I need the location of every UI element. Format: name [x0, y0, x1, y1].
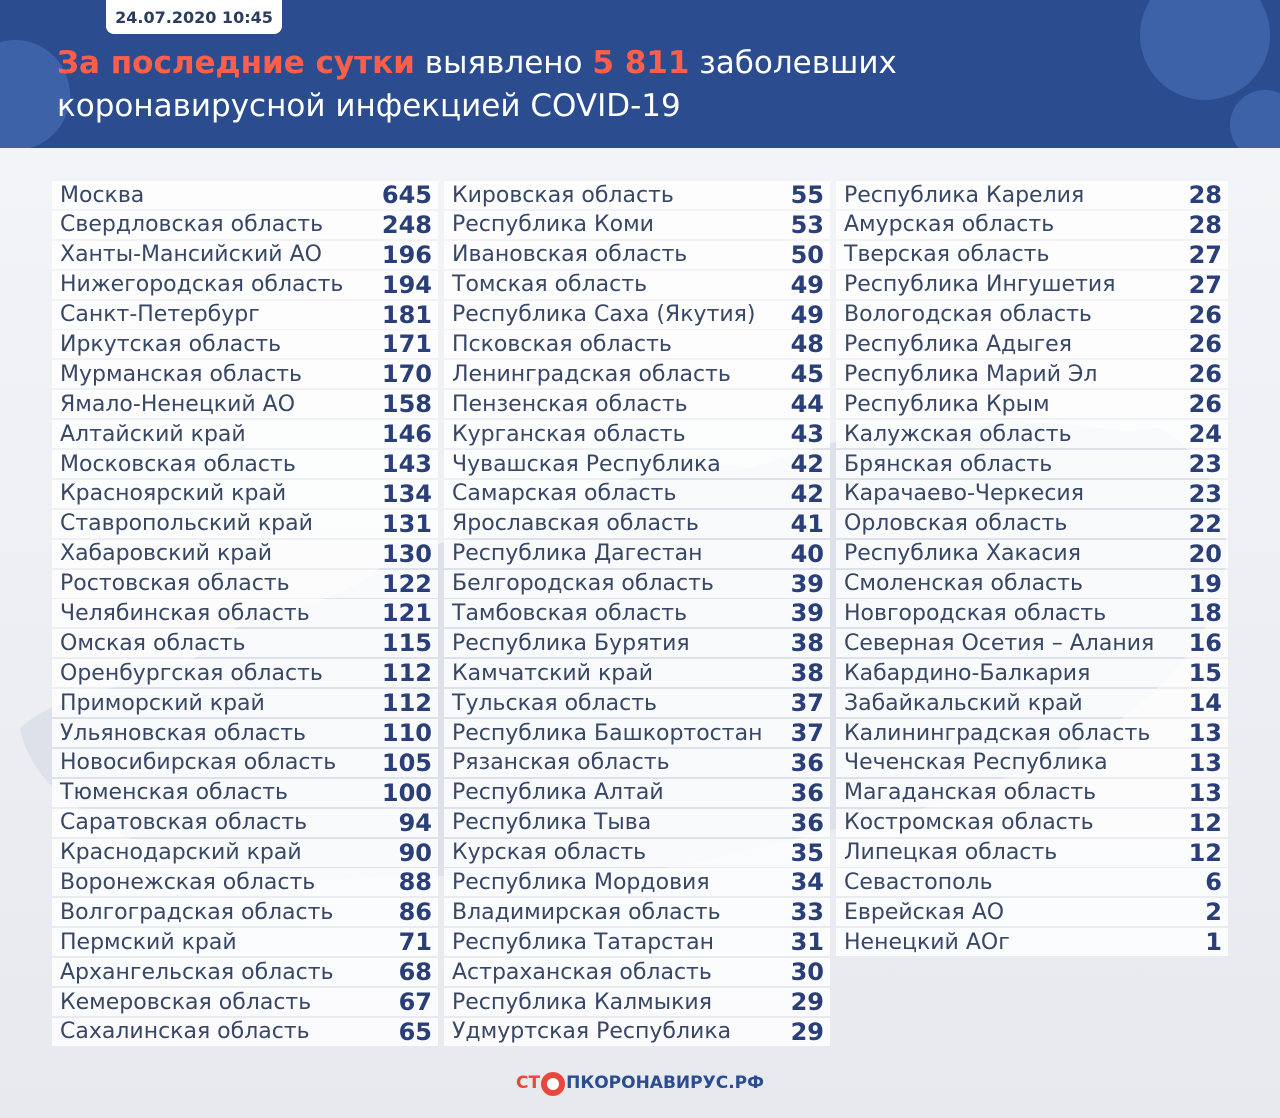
region-value: 27 — [1188, 270, 1222, 299]
region-value: 37 — [790, 719, 824, 748]
region-row — [52, 629, 438, 657]
region-value: 48 — [790, 330, 824, 359]
region-name: Новосибирская область — [60, 750, 337, 776]
region-value: 86 — [398, 898, 432, 927]
region-row — [836, 928, 1228, 956]
region-value: 143 — [381, 450, 432, 479]
region-name: Республика Тыва — [452, 810, 652, 836]
region-row — [444, 659, 830, 687]
region-name: Свердловская область — [60, 212, 324, 238]
region-name: Иркутская область — [60, 331, 282, 357]
region-row — [52, 510, 438, 538]
region-row — [836, 868, 1228, 896]
region-value: 88 — [398, 868, 432, 897]
region-name: Республика Хакасия — [844, 541, 1081, 567]
region-value: 24 — [1188, 420, 1222, 449]
region-value: 15 — [1188, 659, 1222, 688]
region-row — [52, 301, 438, 329]
region-name: Смоленская область — [844, 571, 1083, 597]
region-column-3 — [836, 181, 1228, 958]
region-value: 36 — [790, 778, 824, 807]
region-name: Амурская область — [844, 212, 1055, 238]
region-row — [444, 301, 830, 329]
region-name: Севастополь — [844, 869, 993, 895]
region-row — [836, 420, 1228, 448]
region-row — [52, 659, 438, 687]
region-name: Ивановская область — [452, 242, 688, 268]
region-name: Республика Калмыкия — [452, 989, 712, 1015]
region-row — [444, 809, 830, 837]
region-row — [52, 928, 438, 956]
region-value: 110 — [381, 719, 432, 748]
region-column-1 — [52, 181, 438, 1048]
region-name: Воронежская область — [60, 869, 316, 895]
region-value: 39 — [790, 569, 824, 598]
region-row — [836, 599, 1228, 627]
region-value: 67 — [398, 988, 432, 1017]
region-row — [836, 390, 1228, 418]
region-value: 45 — [790, 360, 824, 389]
region-name: Красноярский край — [60, 481, 287, 507]
region-name: Тверская область — [844, 242, 1050, 268]
region-name: Орловская область — [844, 511, 1068, 537]
region-row — [52, 570, 438, 598]
region-value: 26 — [1188, 330, 1222, 359]
region-row — [444, 211, 830, 239]
region-row — [444, 719, 830, 747]
virus-decoration-icon — [1140, 0, 1270, 100]
region-name: Ростовская область — [60, 571, 290, 597]
region-name: Ленинградская область — [452, 361, 731, 387]
region-name: Кировская область — [452, 182, 674, 208]
region-value: 28 — [1188, 210, 1222, 239]
region-name: Республика Башкортостан — [452, 720, 763, 746]
region-name: Республика Алтай — [452, 780, 664, 806]
region-name: Белгородская область — [452, 571, 714, 597]
region-value: 39 — [790, 599, 824, 628]
region-value: 43 — [790, 420, 824, 449]
region-row — [444, 629, 830, 657]
region-value: 14 — [1188, 689, 1222, 718]
region-name: Удмуртская Республика — [452, 1019, 732, 1045]
region-row — [444, 868, 830, 896]
region-value: 105 — [381, 748, 432, 777]
region-value: 122 — [381, 569, 432, 598]
region-row — [444, 958, 830, 986]
region-name: Саратовская область — [60, 810, 308, 836]
region-value: 29 — [790, 1017, 824, 1046]
region-name: Пензенская область — [452, 391, 688, 417]
region-row — [836, 360, 1228, 388]
region-value: 115 — [381, 629, 432, 658]
region-name: Курская область — [452, 840, 647, 866]
region-row — [836, 480, 1228, 508]
region-value: 36 — [790, 808, 824, 837]
region-value: 196 — [381, 240, 432, 269]
region-row — [836, 181, 1228, 209]
region-name: Новгородская область — [844, 600, 1107, 626]
region-column-2 — [444, 181, 830, 1048]
region-value: 20 — [1188, 539, 1222, 568]
region-row — [836, 211, 1228, 239]
region-value: 645 — [381, 181, 432, 209]
region-value: 55 — [790, 181, 824, 209]
region-value: 18 — [1188, 599, 1222, 628]
region-row — [836, 898, 1228, 926]
region-name: Ульяновская область — [60, 720, 307, 746]
region-row — [444, 181, 830, 209]
region-row — [444, 540, 830, 568]
region-row — [52, 809, 438, 837]
region-row — [444, 390, 830, 418]
region-row — [52, 689, 438, 717]
region-name: Кемеровская область — [60, 989, 312, 1015]
region-row — [444, 480, 830, 508]
region-value: 100 — [381, 778, 432, 807]
region-row — [52, 540, 438, 568]
region-value: 37 — [790, 689, 824, 718]
region-name: Калининградская область — [844, 720, 1151, 746]
region-row — [444, 570, 830, 598]
region-name: Мурманская область — [60, 361, 302, 387]
region-name: Владимирская область — [452, 899, 721, 925]
region-value: 13 — [1188, 778, 1222, 807]
region-name: Архангельская область — [60, 959, 334, 985]
region-name: Пермский край — [60, 929, 237, 955]
region-value: 29 — [790, 988, 824, 1017]
region-value: 31 — [790, 928, 824, 957]
region-value: 131 — [381, 509, 432, 538]
region-row — [836, 301, 1228, 329]
region-row — [52, 1018, 438, 1046]
region-row — [52, 749, 438, 777]
region-name: Курганская область — [452, 421, 686, 447]
region-name: Краснодарский край — [60, 840, 302, 866]
region-name: Вологодская область — [844, 302, 1092, 328]
region-row — [52, 480, 438, 508]
region-row — [52, 839, 438, 867]
region-name: Рязанская область — [452, 750, 670, 776]
region-value: 6 — [1205, 868, 1222, 897]
region-row — [836, 689, 1228, 717]
region-value: 1 — [1205, 928, 1222, 957]
region-value: 94 — [398, 808, 432, 837]
region-name: Республика Мордовия — [452, 869, 710, 895]
virus-stop-icon — [541, 1072, 565, 1096]
region-name: Ярославская область — [452, 511, 699, 537]
region-name: Камчатский край — [452, 660, 653, 686]
region-row — [836, 779, 1228, 807]
region-name: Республика Татарстан — [452, 929, 714, 955]
region-name: Санкт-Петербург — [60, 302, 260, 328]
region-value: 40 — [790, 539, 824, 568]
region-value: 12 — [1188, 808, 1222, 837]
region-row — [52, 898, 438, 926]
region-row — [52, 719, 438, 747]
region-name: Магаданская область — [844, 780, 1097, 806]
region-name: Республика Коми — [452, 212, 654, 238]
region-value: 112 — [381, 659, 432, 688]
region-row — [52, 271, 438, 299]
region-row — [836, 809, 1228, 837]
region-name: Ханты-Мансийский АО — [60, 242, 322, 268]
region-name: Псковская область — [452, 331, 672, 357]
region-name: Республика Ингушетия — [844, 272, 1116, 298]
region-name: Карачаево-Черкесия — [844, 481, 1084, 507]
region-name: Республика Карелия — [844, 182, 1085, 208]
region-name: Костромская область — [844, 810, 1094, 836]
region-row — [52, 599, 438, 627]
region-value: 49 — [790, 300, 824, 329]
region-name: Сахалинская область — [60, 1019, 310, 1045]
region-row — [444, 330, 830, 358]
region-row — [52, 779, 438, 807]
virus-decoration-icon — [1230, 90, 1280, 148]
region-row — [444, 450, 830, 478]
region-value: 34 — [790, 868, 824, 897]
region-name: Республика Крым — [844, 391, 1050, 417]
region-name: Ямало-Ненецкий АО — [60, 391, 296, 417]
region-row — [444, 779, 830, 807]
region-name: Республика Саха (Якутия) — [452, 302, 756, 328]
region-row — [52, 988, 438, 1016]
region-name: Чеченская Республика — [844, 750, 1108, 776]
region-row — [444, 689, 830, 717]
region-name: Нижегородская область — [60, 272, 344, 298]
region-value: 38 — [790, 659, 824, 688]
region-row — [444, 360, 830, 388]
region-value: 49 — [790, 270, 824, 299]
region-name: Брянская область — [844, 451, 1053, 477]
region-value: 71 — [398, 928, 432, 957]
region-row — [836, 241, 1228, 269]
region-value: 112 — [381, 689, 432, 718]
region-name: Еврейская АО — [844, 899, 1005, 925]
region-row — [836, 330, 1228, 358]
region-row — [444, 599, 830, 627]
region-value: 26 — [1188, 360, 1222, 389]
region-value: 158 — [381, 390, 432, 419]
region-name: Тульская область — [452, 690, 658, 716]
region-row — [52, 181, 438, 209]
region-name: Республика Бурятия — [452, 630, 690, 656]
region-row — [836, 749, 1228, 777]
region-value: 23 — [1188, 450, 1222, 479]
region-name: Московская область — [60, 451, 296, 477]
headline-end: заболевших — [689, 45, 897, 81]
region-row — [52, 330, 438, 358]
region-name: Кабардино-Балкария — [844, 660, 1091, 686]
footer-text-part2: ПКОРОНАВИРУС.РФ — [566, 1073, 764, 1093]
region-name: Алтайский край — [60, 421, 246, 447]
region-row — [52, 450, 438, 478]
region-name: Самарская область — [452, 481, 677, 507]
region-value: 28 — [1188, 181, 1222, 209]
region-value: 134 — [381, 479, 432, 508]
region-name: Тюменская область — [60, 780, 289, 806]
region-name: Северная Осетия – Алания — [844, 630, 1155, 656]
region-name: Приморский край — [60, 690, 265, 716]
region-value: 22 — [1188, 509, 1222, 538]
region-value: 35 — [790, 838, 824, 867]
region-row — [836, 450, 1228, 478]
region-row — [444, 241, 830, 269]
region-name: Республика Дагестан — [452, 541, 703, 567]
region-value: 19 — [1188, 569, 1222, 598]
region-value: 170 — [381, 360, 432, 389]
region-row — [444, 839, 830, 867]
region-name: Челябинская область — [60, 600, 310, 626]
region-name: Республика Адыгея — [844, 331, 1072, 357]
region-row — [444, 988, 830, 1016]
headline-highlight: За последние сутки — [57, 45, 415, 81]
region-value: 90 — [398, 838, 432, 867]
content-area — [0, 148, 1280, 1118]
region-value: 146 — [381, 420, 432, 449]
region-value: 26 — [1188, 390, 1222, 419]
region-row — [52, 868, 438, 896]
region-name: Омская область — [60, 630, 246, 656]
region-name: Забайкальский край — [844, 690, 1083, 716]
region-row — [52, 390, 438, 418]
region-row — [52, 958, 438, 986]
header-banner — [0, 0, 1280, 148]
region-row — [836, 540, 1228, 568]
region-value: 12 — [1188, 838, 1222, 867]
region-value: 194 — [381, 270, 432, 299]
region-value: 23 — [1188, 479, 1222, 508]
region-row — [836, 510, 1228, 538]
region-name: Томская область — [452, 272, 648, 298]
region-row — [52, 211, 438, 239]
region-value: 121 — [381, 599, 432, 628]
region-value: 130 — [381, 539, 432, 568]
region-value: 36 — [790, 748, 824, 777]
region-value: 16 — [1188, 629, 1222, 658]
region-value: 171 — [381, 330, 432, 359]
region-value: 13 — [1188, 719, 1222, 748]
region-name: Республика Марий Эл — [844, 361, 1098, 387]
region-name: Тамбовская область — [452, 600, 688, 626]
region-value: 53 — [790, 210, 824, 239]
region-value: 181 — [381, 300, 432, 329]
region-name: Чувашская Республика — [452, 451, 721, 477]
region-value: 42 — [790, 479, 824, 508]
region-row — [836, 839, 1228, 867]
region-row — [52, 360, 438, 388]
region-row — [836, 719, 1228, 747]
region-value: 38 — [790, 629, 824, 658]
region-row — [444, 420, 830, 448]
region-name: Липецкая область — [844, 840, 1058, 866]
region-row — [444, 928, 830, 956]
case-count: 5 811 — [592, 45, 690, 81]
region-row — [444, 271, 830, 299]
region-value: 42 — [790, 450, 824, 479]
region-name: Калужская область — [844, 421, 1072, 447]
region-row — [52, 420, 438, 448]
region-value: 30 — [790, 958, 824, 987]
region-value: 44 — [790, 390, 824, 419]
region-value: 248 — [381, 210, 432, 239]
region-value: 13 — [1188, 748, 1222, 777]
page-title — [57, 42, 1157, 128]
region-row — [836, 629, 1228, 657]
region-row — [836, 570, 1228, 598]
region-name: Ставропольский край — [60, 511, 313, 537]
footer-text-part1: СТ — [516, 1073, 541, 1093]
region-name: Волгоградская область — [60, 899, 334, 925]
region-value: 65 — [398, 1017, 432, 1046]
region-value: 50 — [790, 240, 824, 269]
region-name: Москва — [60, 182, 145, 208]
region-value: 33 — [790, 898, 824, 927]
region-value: 26 — [1188, 300, 1222, 329]
headline-text: выявлено — [414, 45, 593, 81]
region-value: 27 — [1188, 240, 1222, 269]
region-row — [444, 510, 830, 538]
headline-line2: коронавирусной инфекцией COVID-19 — [57, 88, 681, 124]
footer-logo — [0, 1066, 1280, 1100]
region-name: Ненецкий АОг — [844, 929, 1010, 955]
region-name: Хабаровский край — [60, 541, 272, 567]
region-row — [836, 659, 1228, 687]
region-row — [52, 241, 438, 269]
region-name: Астраханская область — [452, 959, 712, 985]
region-value: 2 — [1205, 898, 1222, 927]
region-value: 41 — [790, 509, 824, 538]
region-row — [444, 1018, 830, 1046]
region-value: 68 — [398, 958, 432, 987]
region-row — [444, 749, 830, 777]
region-row — [836, 271, 1228, 299]
date-badge: 24.07.2020 10:45 — [106, 0, 282, 34]
region-name: Оренбургская область — [60, 660, 323, 686]
region-row — [444, 898, 830, 926]
